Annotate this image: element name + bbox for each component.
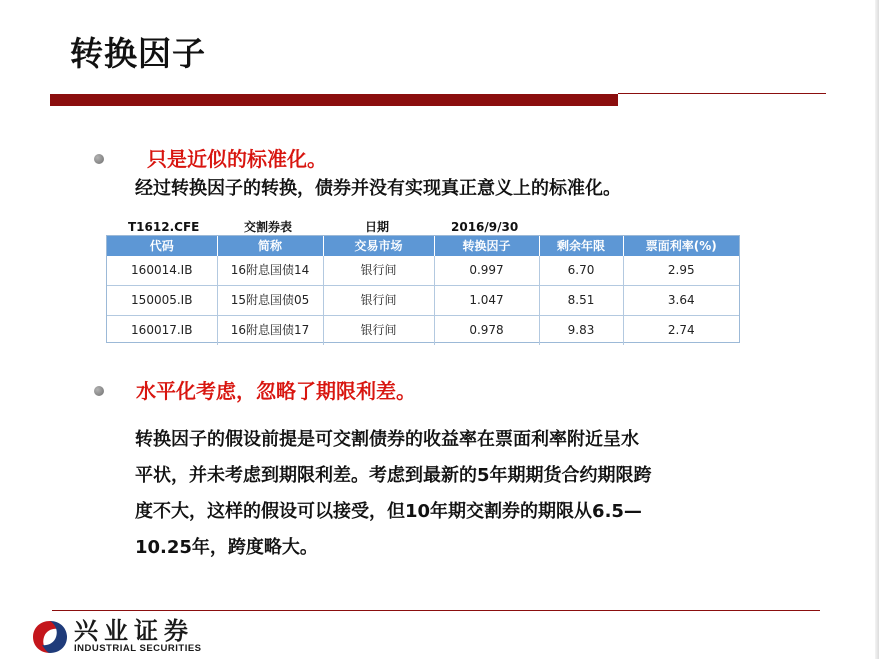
section2-paragraph — [135, 422, 775, 566]
cell-remaining-years: 6.70 — [539, 256, 623, 286]
logo-english-name: INDUSTRIAL SECURITIES — [74, 643, 202, 654]
cell-conversion-factor: 0.978 — [434, 316, 539, 346]
cell-short-name: 15附息国债05 — [217, 286, 323, 316]
deliverable-bond-table — [106, 235, 740, 343]
swirl-logo-icon — [30, 619, 70, 655]
company-logo — [30, 617, 240, 657]
cell-coupon-rate: 2.74 — [667, 323, 695, 337]
paragraph-line: 平状，并未考虑到期限利差。考虑到最新的5年期期货合约期限跨 — [135, 465, 652, 486]
cell-short-name: 16附息国债14 — [217, 256, 323, 286]
header-market: 交易市场 — [323, 236, 434, 256]
cell-conversion-factor: 1.047 — [434, 286, 539, 316]
cell-code: 160017.IB — [107, 316, 217, 346]
cell-coupon-rate: 2.95 — [623, 256, 739, 286]
cell-conversion-factor: 0.997 — [434, 256, 539, 286]
table-row — [107, 286, 739, 316]
table-row — [107, 256, 739, 286]
paragraph-line: 10.25年，跨度略大。 — [135, 537, 318, 558]
section1-heading: 只是近似的标准化。 — [147, 147, 327, 171]
logo-chinese-name: 兴业证券 — [74, 616, 194, 645]
contract-code: T1612.CFE — [128, 220, 200, 234]
title-underline-bar — [50, 94, 618, 106]
cell-market: 银行间 — [323, 316, 434, 346]
cell-remaining-years: 8.51 — [539, 286, 623, 316]
header-code: 代码 — [107, 236, 217, 256]
header-remaining-years: 剩余年限 — [539, 236, 623, 256]
date-value: 2016/9/30 — [451, 220, 519, 234]
bullet-dot-icon — [94, 386, 104, 396]
cell-market: 银行间 — [323, 256, 434, 286]
header-conversion-factor: 转换因子 — [434, 236, 539, 256]
cell-short-name: 16附息国债17 — [217, 316, 323, 346]
paragraph-line: 度不大，这样的假设可以接受，但10年期交割券的期限从6.5— — [135, 501, 642, 522]
cell-market: 银行间 — [323, 286, 434, 316]
section2-heading: 水平化考虑，忽略了期限利差。 — [136, 379, 416, 403]
table-header-row — [107, 236, 739, 256]
header-short-name: 简称 — [217, 236, 323, 256]
cell-remaining-years: 9.83 — [539, 316, 623, 346]
header-coupon-rate: 票面利率(%) — [623, 236, 739, 256]
bullet-dot-icon — [94, 154, 104, 164]
slide-edge-shadow — [875, 0, 879, 659]
bond-table — [107, 236, 739, 345]
cell-coupon-rate: 3.64 — [623, 286, 739, 316]
footer-divider — [52, 610, 820, 611]
paragraph-line: 转换因子的假设前提是可交割债券的收益率在票面利率附近呈水 — [135, 429, 639, 450]
section1-subtext: 经过转换因子的转换，债券并没有实现真正意义上的标准化。 — [135, 178, 621, 199]
page-title: 转换因子 — [70, 34, 206, 73]
cell-code: 160014.IB — [107, 256, 217, 286]
date-label: 日期 — [365, 220, 390, 234]
title-underline-thin — [618, 93, 826, 94]
cell-code: 150005.IB — [107, 286, 217, 316]
table-row — [107, 316, 739, 346]
table-name: 交割券表 — [244, 220, 293, 234]
